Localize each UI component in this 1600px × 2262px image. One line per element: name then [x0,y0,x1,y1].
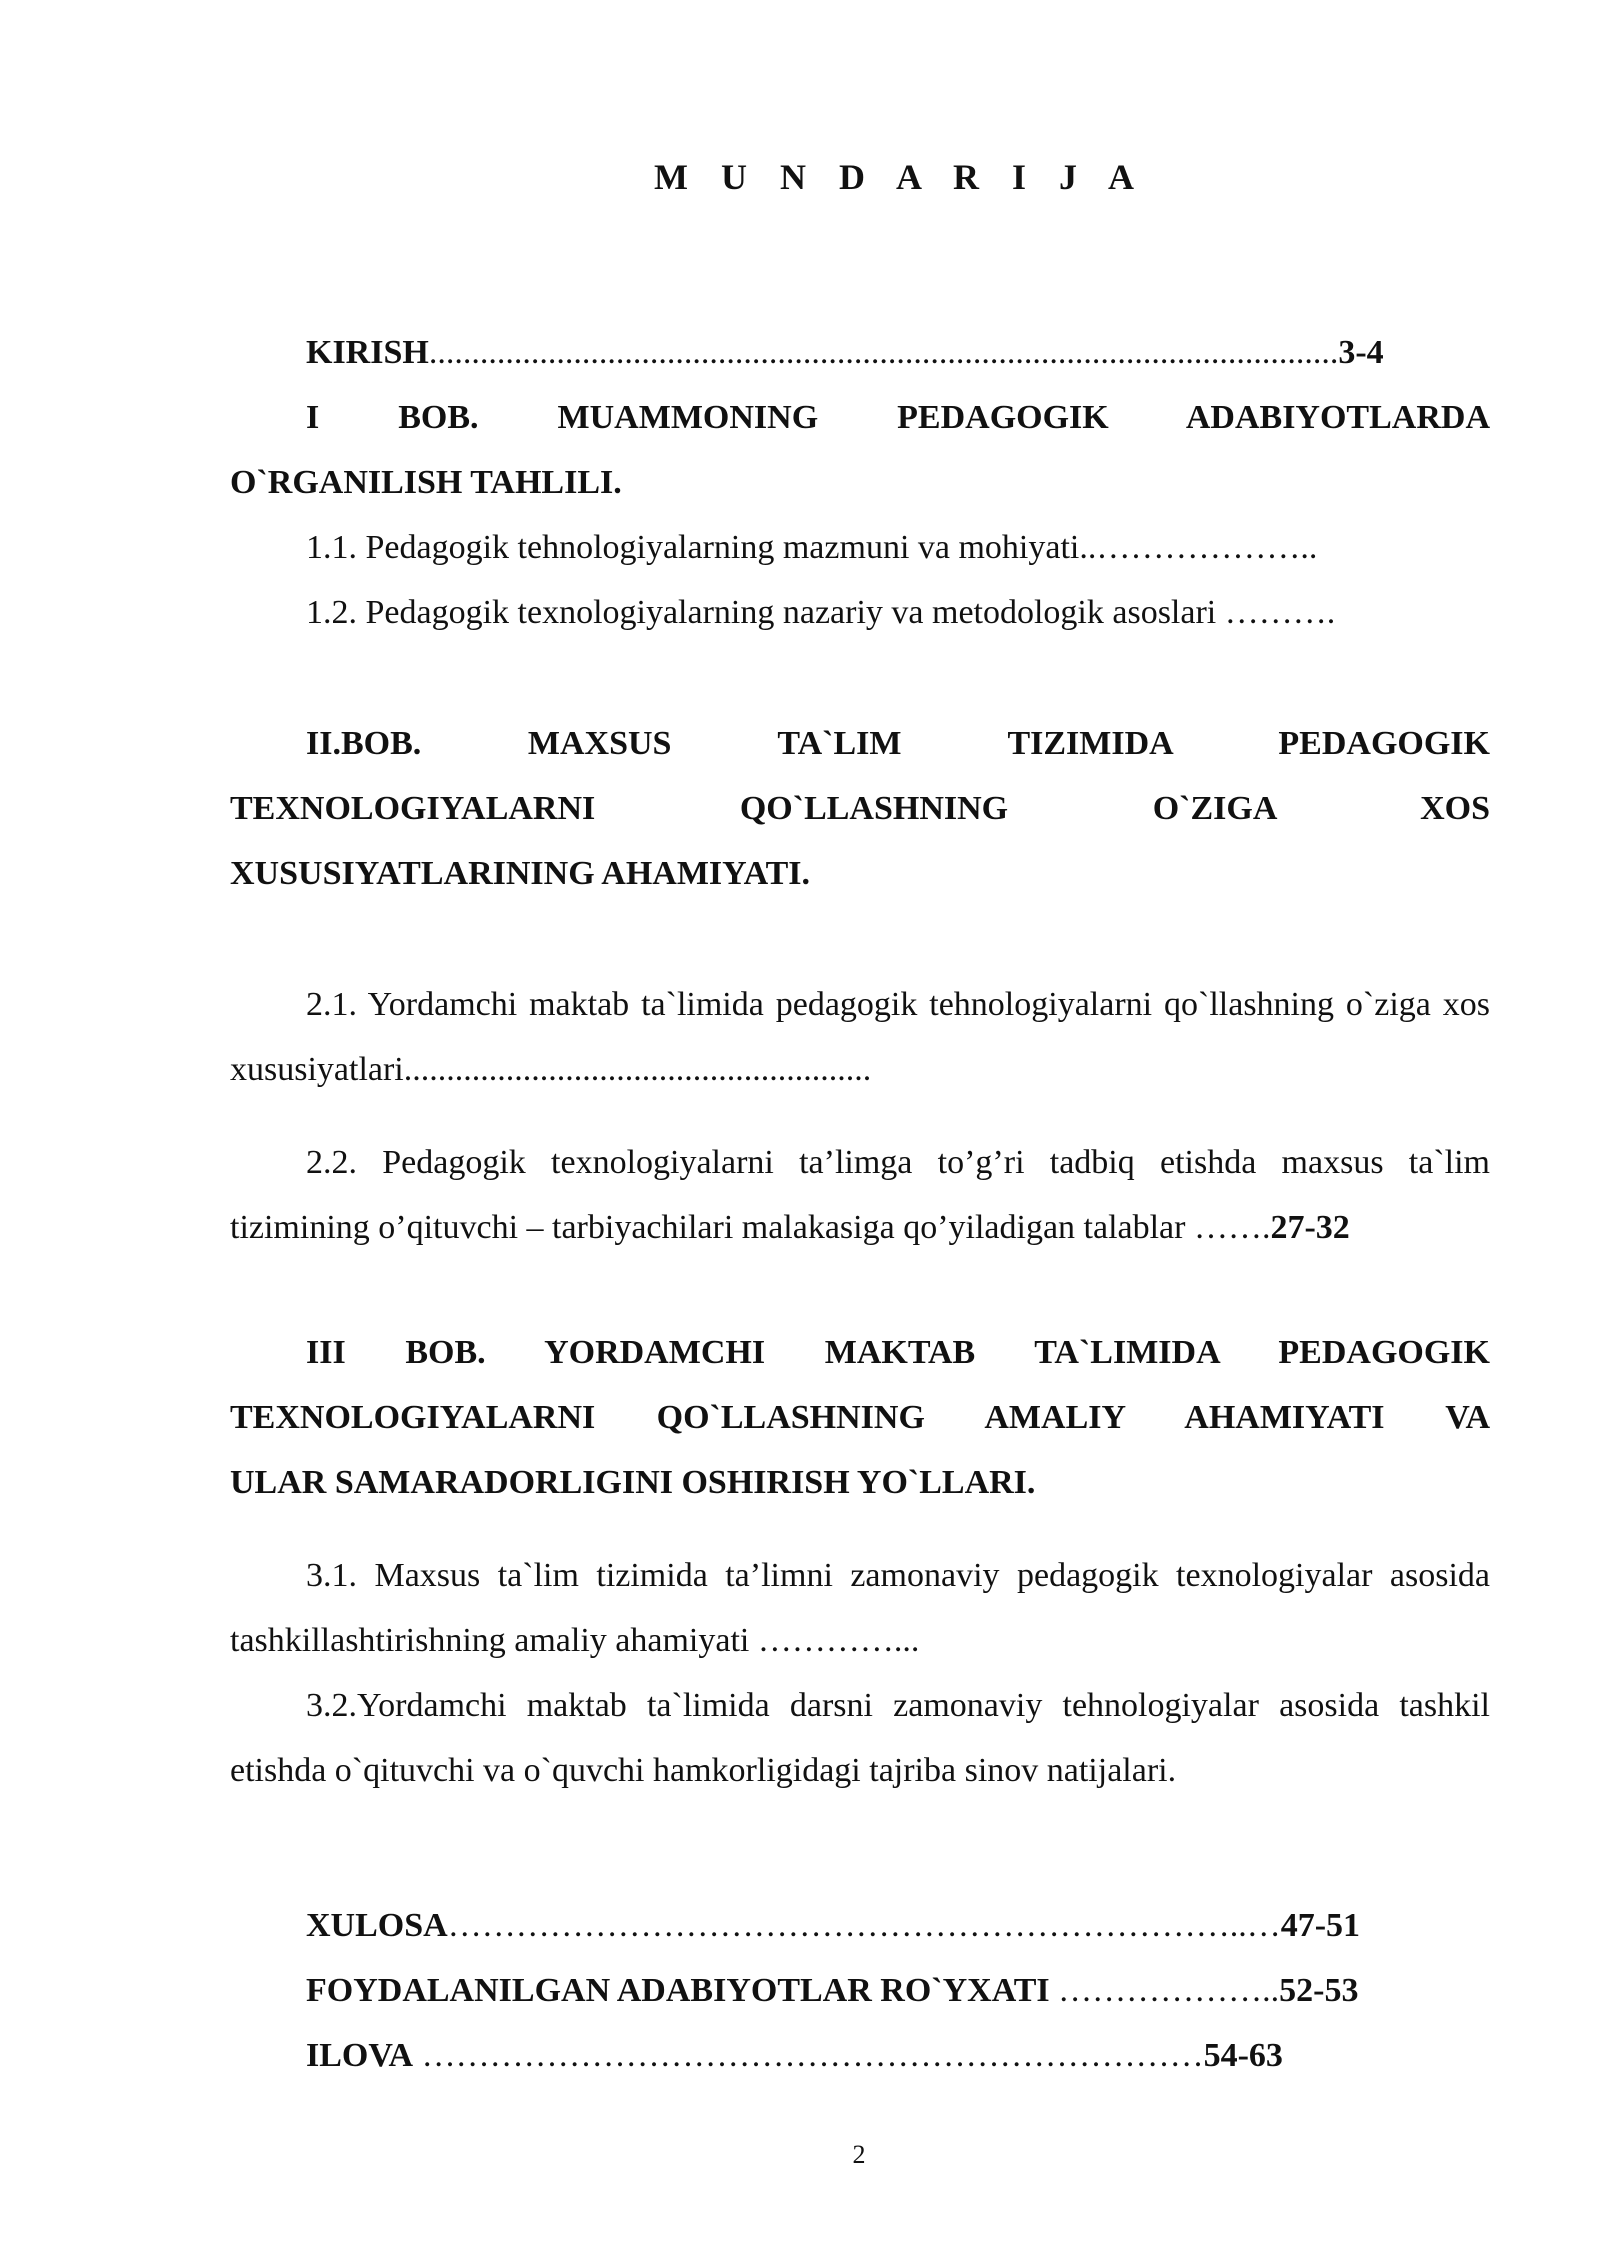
toc-page-range: 47-51 [1280,1907,1361,1944]
toc-page-range: 3-4 [1338,334,1384,371]
spacer [230,906,1490,972]
toc-label: FOYDALANILGAN ADABIYOTLAR RO`YXATI [306,1972,1050,2009]
chapter-3-heading-line-1: III BOB. YORDAMCHI MAKTAB TA`LIMIDA PEDAGOGIK [306,1334,1490,1371]
table-of-contents [230,320,1490,2088]
toc-page-range: 52-53 [1279,1972,1359,2009]
toc-entry-1-2: 1.2. Pedagogik texnologiyalarning nazariy va metodologik asoslari ………. [306,594,1336,631]
page-title: M U N D A R I J A [653,157,1147,197]
toc-label: ILOVA [306,2037,414,2074]
chapter-2-heading-line-1: II.BOB. MAXSUS TA`LIM TIZIMIDA PEDAGOGIK [306,725,1490,762]
spacer [230,1260,1490,1320]
toc-leader-dots: ……………….. [1049,1972,1280,2009]
chapter-1-heading-line-2: O`RGANILISH TAHLILI. [230,464,622,501]
toc-label: KIRISH [306,334,429,371]
spacer [230,645,1490,711]
chapter-2-heading-line-3: XUSUSIYATLARINING AHAMIYATI. [230,855,811,892]
chapter-2-heading-line-2: TEXNOLOGIYALARNI QO`LLASHNING O`ZIGA XOS [230,790,1490,827]
chapter-3-heading-line-2: TEXNOLOGIYALARNI QO`LLASHNING AMALIY AHAMIYATI VA [230,1399,1490,1436]
spacer [230,1515,1490,1543]
toc-entry-2-1: 2.1. Yordamchi maktab ta`limida pedagogik tehnologiyalarni qo`llashning o`ziga xos xususiyatlari....................................................... [230,986,1490,1088]
toc-entry-1-1: 1.1. Pedagogik tehnologiyalarning mazmuni va mohiyati..……………….. [306,529,1318,566]
spacer [230,1102,1490,1130]
toc-leader-dots: ……………………………………………………………..… [447,1907,1281,1944]
toc-page-range: 54-63 [1203,2037,1283,2074]
toc-label: XULOSA [306,1907,448,1944]
toc-leader-dots: ........................................................................................................... [428,334,1339,371]
toc-entry-3-1: 3.1. Maxsus ta`lim tizimida ta’limni zamonaviy pedagogik texnologiyalar asosida tashkillashtirishning amaliy ahamiyati …………... [230,1557,1490,1659]
toc-entry-kirish [230,320,1490,385]
toc-entry-adabiyotlar [230,1958,1490,2023]
toc-entry-2-2 [230,1130,1490,1260]
page-number: 2 [852,2140,866,2169]
toc-page-range: 27-32 [1270,1209,1350,1246]
chapter-1-heading-line-1: I BOB. MUAMMONING PEDAGOGIK ADABIYOTLARDA [306,399,1490,436]
toc-leader-dots: …………………………………………………………… [413,2037,1204,2074]
toc-entry-3-2: 3.2.Yordamchi maktab ta`limida darsni zamonaviy tehnologiyalar asosida tashkil etishda o`qituvchi va o`quvchi hamkorligidagi tajriba sinov natijalari. [230,1687,1490,1789]
chapter-3-heading-line-3: ULAR SAMARADORLIGINI OSHIRISH YO`LLARI. [230,1464,1036,1501]
toc-entry-text: 2.2. Pedagogik texnologiyalarni ta’limga to’g’ri tadbiq etishda maxsus ta`lim tizimining o’qituvchi – tarbiyachilari malakasiga qo’yiladigan talablar ……. [230,1144,1490,1246]
spacer [230,1803,1490,1893]
toc-entry-ilova [230,2023,1490,2088]
toc-entry-xulosa [230,1893,1490,1958]
